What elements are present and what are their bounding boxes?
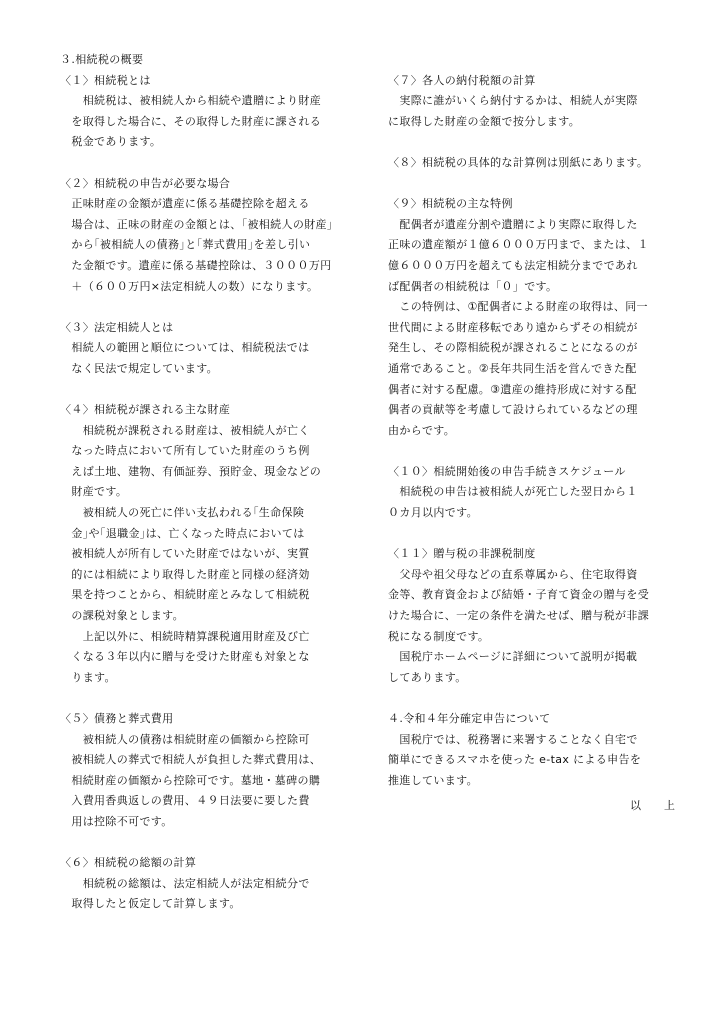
- text-line: 〈６〉相続税の総額の計算: [60, 856, 197, 870]
- text-line: 簡単にできるスマホを使った e-tax による申告を: [388, 753, 642, 767]
- text-line: 偶者の貢献等を考慮して設けられているなどの理: [388, 403, 638, 417]
- text-line: 〈７〉各人の納付税額の計算: [388, 73, 536, 87]
- text-line: 由からです。: [388, 423, 456, 437]
- text-line: 正味財産の金額が遺産に係る基礎控除を超える: [60, 197, 310, 211]
- text-line: けた場合に、一定の条件を満たせば、贈与税が非課: [388, 609, 650, 623]
- text-line: 金｣や｢退職金｣は、亡くなった時点においては: [60, 526, 305, 540]
- text-line: 財産です。: [60, 485, 128, 499]
- blank-line: [388, 441, 688, 462]
- text-line: 配偶者が遺産分割や遺贈により実際に取得した: [388, 217, 638, 231]
- blank-line: [388, 50, 688, 71]
- left-column: [60, 50, 370, 915]
- text-line: 偶者に対する配慮。③遺産の維持形成に対する配: [388, 382, 637, 396]
- text-line: 用は控除不可です。: [60, 814, 173, 828]
- text-line: ３.相続税の概要: [60, 53, 144, 66]
- text-line: 〈１０〉相続開始後の申告手続きスケジュール: [388, 464, 626, 478]
- text-line: 〈３〉法定相続人とは: [60, 320, 174, 334]
- text-line: 国税庁では、税務署に来署することなく自宅で: [388, 732, 638, 746]
- text-line: 取得したと仮定して計算します。: [60, 897, 241, 911]
- blank-line: [388, 174, 688, 195]
- text-line: 上記以外に、相続時精算課税適用財産及び亡: [60, 629, 310, 643]
- text-line: 発生し、その際相続税が課されることになるのが: [388, 341, 638, 355]
- text-line: 世代間による財産移転であり遠からずその相続が: [388, 320, 638, 334]
- text-line: 〈８〉相続税の具体的な計算例は別紙にあります。: [388, 155, 649, 169]
- text-line: 税金であります。: [60, 135, 162, 149]
- text-line: 果を持つことから、相続財産とみなして相続税: [60, 588, 310, 602]
- text-line: 税になる制度です。: [388, 629, 490, 643]
- text-line: 被相続人の債務は相続財産の価額から控除可: [60, 732, 310, 746]
- blank-line: [60, 833, 370, 854]
- text-line: ります。: [60, 670, 116, 684]
- text-line: 金等、教育資金および結婚・子育て資金の贈与を受: [388, 588, 650, 602]
- text-line: の課税対象とします。: [60, 609, 184, 623]
- text-line: 相続税は、被相続人から相続や遺贈により財産: [60, 94, 322, 108]
- text-line: この特例は、①配偶者による財産の取得は、同一: [388, 300, 648, 314]
- text-line: 〈１〉相続税とは: [60, 73, 151, 87]
- text-line: なく民法で規定しています。: [60, 361, 219, 375]
- text-line: から｢被相続人の債務｣と｢葬式費用｣を差し引い: [60, 238, 311, 252]
- text-line: 相続税の申告は被相続人が死亡した翌日から１: [388, 485, 638, 499]
- text-line: 場合は、正味の財産の金額とは、｢被相続人の財産｣: [60, 217, 333, 231]
- blank-line: [60, 688, 370, 709]
- blank-line: [388, 132, 688, 153]
- text-line: 通常であること。②長年共同生活を営んできた配: [388, 361, 637, 375]
- text-line: 的には相続により取得した財産と同様の経済効: [60, 567, 310, 581]
- text-line: 被相続人の葬式で相続人が負担した葬式費用は、: [60, 753, 322, 767]
- text-line: ば配偶者の相続税は「０」です。: [388, 279, 558, 293]
- text-line: 〈９〉相続税の主な特例: [388, 197, 513, 211]
- text-line: くなる３年以内に贈与を受けた財産も対象とな: [60, 650, 310, 664]
- text-line: えば土地、建物、有価証券、預貯金、現金などの: [60, 464, 322, 478]
- text-line: ４.令和４年分確定申告について: [388, 712, 551, 725]
- text-line: 〈２〉相続税の申告が必要な場合: [60, 176, 231, 190]
- text-line: 国税庁ホームページに詳細について説明が掲載: [388, 650, 638, 664]
- text-line: 〈５〉債務と葬式費用: [60, 712, 174, 725]
- text-line: を取得した場合に、その取得した財産に課される: [60, 114, 322, 128]
- text-line: 推進しています。: [388, 773, 478, 787]
- text-line: に取得した財産の金額で按分します。: [388, 114, 581, 128]
- text-line: 相続税が課税される財産は、被相続人が亡く: [60, 423, 310, 437]
- text-line: た金額です。遺産に係る基礎控除は、３０００万円: [60, 258, 332, 272]
- blank-line: [60, 153, 370, 174]
- text-line: 正味の遺産額が１億６０００万円まで、または、１: [388, 238, 649, 252]
- text-line: 実際に誰がいくら納付するかは、相続人が実際: [388, 94, 638, 108]
- text-line: してあります。: [388, 670, 467, 684]
- text-line: 入費用香典返しの費用、４９日法要に要した費: [60, 794, 310, 808]
- text-line: 〈１１〉贈与税の非課税制度: [388, 547, 536, 561]
- text-line: 被相続人が所有していた財産ではないが、実質: [60, 547, 310, 561]
- text-line: ０カ月以内です。: [388, 506, 478, 520]
- text-line: 相続人の範囲と順位については、相続税法では: [60, 341, 310, 355]
- text-line: 被相続人の死亡に伴い支払われる｢生命保険: [60, 506, 305, 520]
- text-line: 相続税の総額は、法定相続人が法定相続分で: [60, 876, 310, 890]
- text-line: 億６０００万円を超えても法定相続分までであれ: [388, 258, 638, 272]
- text-line: 相続財産の価額から控除可です。墓地・墓碑の購: [60, 773, 321, 787]
- closing-mark: 以 上: [630, 799, 681, 812]
- blank-line: [388, 688, 688, 709]
- text-line: ＋（６００万円×法定相続人の数）になります。: [60, 279, 319, 293]
- text-line: 父母や祖父母などの直系尊属から、住宅取得資: [388, 567, 638, 581]
- blank-line: [60, 380, 370, 401]
- text-line: 〈４〉相続税が課される主な財産: [60, 403, 231, 417]
- blank-line: [388, 524, 688, 545]
- text-line: なった時点において所有していた財産のうち例: [60, 444, 310, 458]
- blank-line: [60, 297, 370, 318]
- right-column: [388, 50, 688, 791]
